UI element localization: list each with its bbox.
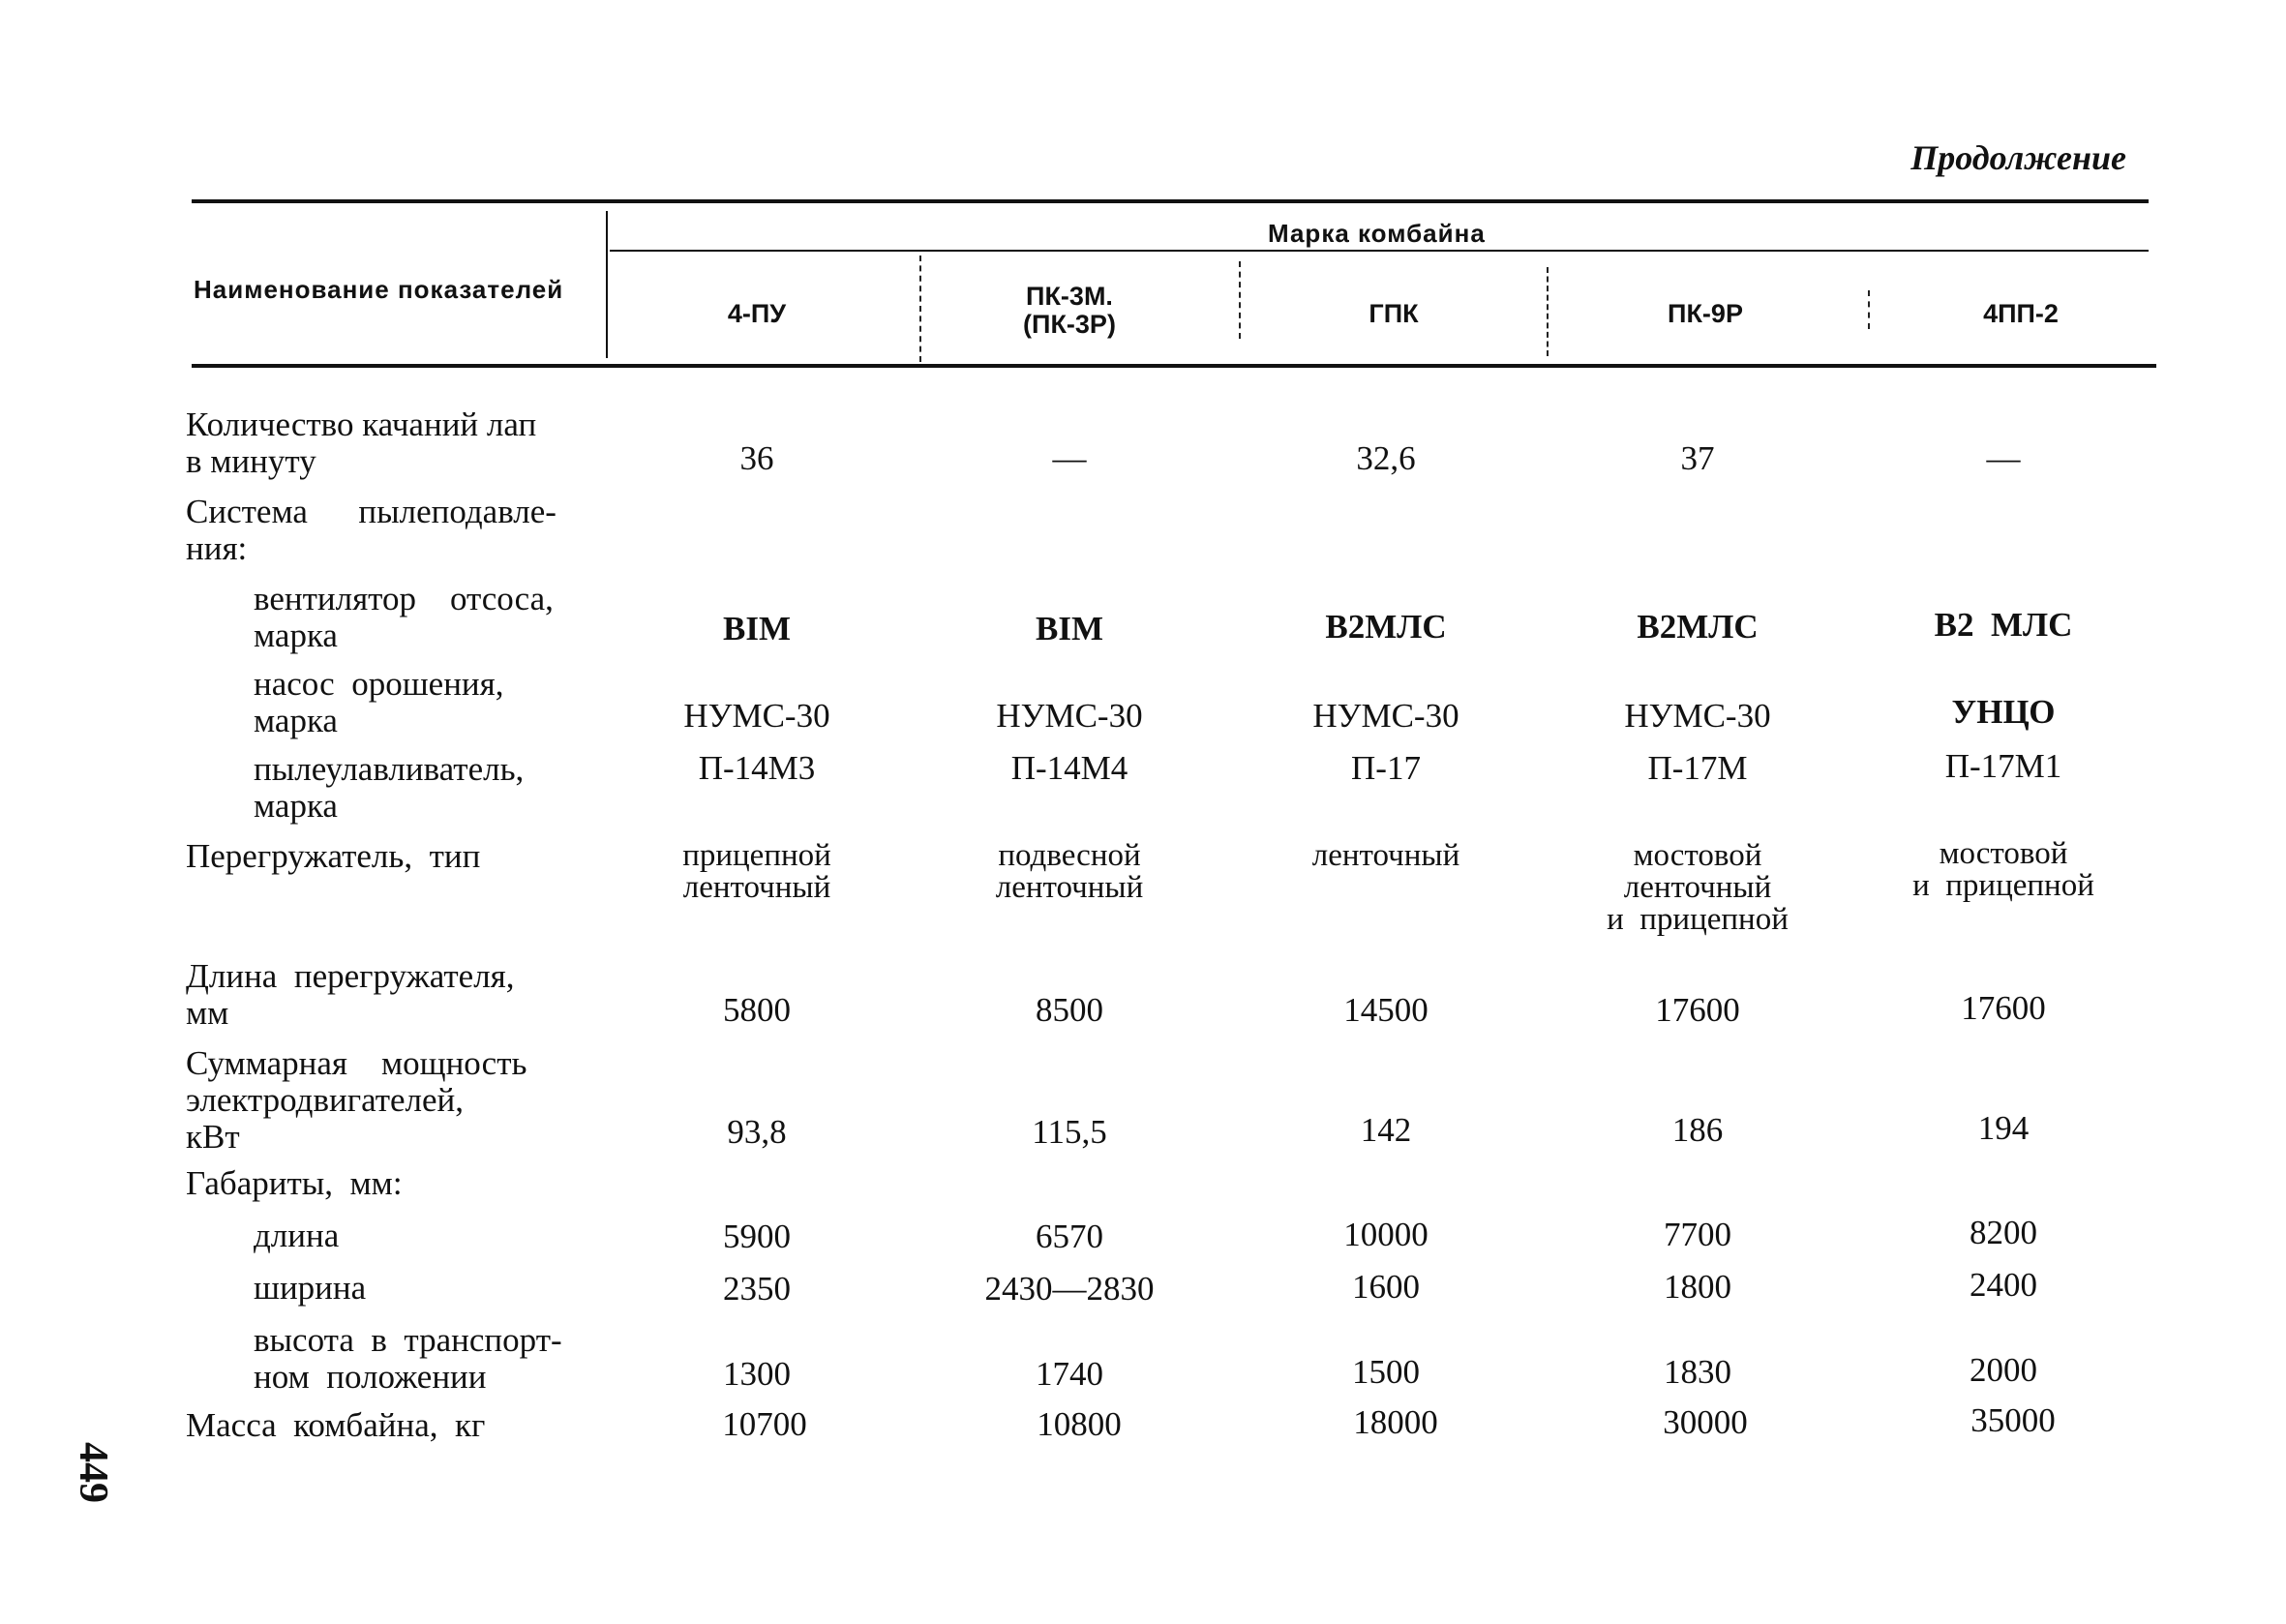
table-cell: П-17М1: [1944, 747, 2062, 785]
table-cell: 36: [739, 439, 774, 477]
table-cell: 2430—2830: [984, 1270, 1155, 1308]
table-cell: 186: [1671, 1111, 1724, 1149]
table-cell: 17600: [1961, 989, 2046, 1027]
row-label: Система пылеподавле- ния:: [186, 493, 556, 567]
row-label: Габариты, мм:: [186, 1164, 403, 1202]
header-group-rule: [610, 250, 2149, 252]
table-cell: 10700: [722, 1405, 807, 1443]
table-cell: П-14М4: [1010, 749, 1128, 787]
brand-divider: [1547, 267, 1549, 356]
table-cell: 30000: [1663, 1403, 1748, 1441]
row-label: пылеулавливатель, марка: [254, 750, 525, 825]
table-cell: В2МЛС: [1325, 608, 1447, 646]
table-cell: мостовой ленточный и прицепной: [1607, 838, 1789, 937]
table-cell: 1800: [1664, 1268, 1731, 1306]
table-cell: В2МЛС: [1637, 608, 1759, 646]
table-cell: НУМС-30: [996, 697, 1143, 735]
brand-divider: [919, 256, 921, 362]
table-cell: П-17: [1351, 749, 1421, 787]
table-cell: 32,6: [1356, 439, 1416, 477]
table-cell: 93,8: [727, 1113, 787, 1151]
row-label: высота в транспорт- ном положении: [254, 1321, 562, 1396]
header-bottom-rule: [192, 364, 2156, 368]
row-label: Количество качаний лап в минуту: [186, 406, 537, 480]
table-cell: НУМС-30: [683, 697, 830, 735]
header-indicator-divider: [606, 211, 608, 358]
table-cell: 115,5: [1032, 1113, 1107, 1151]
table-cell: 14500: [1343, 991, 1429, 1029]
table-cell: П-14М3: [698, 749, 816, 787]
table-cell: 1500: [1352, 1353, 1420, 1391]
table-cell: 2400: [1970, 1266, 2037, 1304]
row-label: длина: [254, 1217, 340, 1254]
row-label: Масса комбайна, кг: [186, 1406, 486, 1444]
page-number: 449: [71, 1442, 115, 1503]
table-cell: 8500: [1036, 991, 1103, 1029]
table-cell: 1830: [1664, 1353, 1731, 1391]
table-cell: 1600: [1352, 1268, 1420, 1306]
table-cell: 2000: [1970, 1351, 2037, 1389]
table-top-rule: [192, 199, 2149, 203]
table-cell: 2350: [723, 1270, 791, 1308]
table-cell: 194: [1977, 1109, 2030, 1147]
row-label: ширина: [254, 1269, 367, 1307]
brand-header: ПК-9Р: [1668, 299, 1743, 328]
table-cell: 1300: [723, 1355, 791, 1393]
row-label: Длина перегружателя, мм: [186, 957, 515, 1032]
table-cell: 5800: [723, 991, 791, 1029]
brand-group-title: Марка комбайна: [1268, 219, 1486, 248]
continuation-label: Продолжение: [1910, 138, 2126, 177]
table-cell: BIM: [723, 610, 791, 647]
table-cell: НУМС-30: [1312, 697, 1459, 735]
table-cell: 37: [1680, 439, 1715, 477]
table-cell: 6570: [1036, 1218, 1103, 1255]
table-cell: УНЦО: [1951, 693, 2056, 731]
brand-header: ГПК: [1369, 299, 1419, 328]
table-cell: В2 МЛС: [1934, 606, 2073, 644]
table-cell: 1740: [1036, 1355, 1103, 1393]
table-cell: 35000: [1970, 1401, 2056, 1439]
row-label: насос орошения, марка: [254, 665, 504, 739]
table-cell: BIM: [1036, 610, 1103, 647]
row-label: Суммарная мощность электродвигателей, кВт: [186, 1044, 527, 1156]
row-label: Перегружатель, тип: [186, 837, 481, 875]
table-cell: 5900: [723, 1218, 791, 1255]
table-cell: 10000: [1343, 1216, 1429, 1253]
table-cell: —: [1986, 439, 2021, 477]
brand-divider: [1239, 261, 1241, 339]
indicator-column-header: Наименование показателей: [194, 275, 564, 304]
table-cell: ленточный: [1311, 838, 1460, 873]
brand-header: ПК-3М. (ПК-3Р): [1023, 282, 1116, 339]
table-cell: 7700: [1664, 1216, 1731, 1253]
table-cell: —: [1052, 439, 1087, 477]
table-cell: 10800: [1037, 1405, 1122, 1443]
table-cell: П-17М: [1647, 749, 1748, 787]
table-cell: НУМС-30: [1624, 697, 1771, 735]
table-cell: прицепной ленточный: [682, 838, 831, 905]
row-label: вентилятор отсоса, марка: [254, 580, 554, 654]
table-cell: 8200: [1970, 1214, 2037, 1251]
table-cell: мостовой и прицепной: [1912, 836, 2094, 903]
table-cell: подвесной ленточный: [995, 838, 1144, 905]
table-cell: 18000: [1353, 1403, 1438, 1441]
table-cell: 142: [1360, 1111, 1412, 1149]
table-cell: 17600: [1655, 991, 1740, 1029]
brand-header: 4-ПУ: [727, 299, 787, 328]
brand-divider: [1868, 290, 1870, 329]
brand-header: 4ПП-2: [1983, 299, 2059, 328]
